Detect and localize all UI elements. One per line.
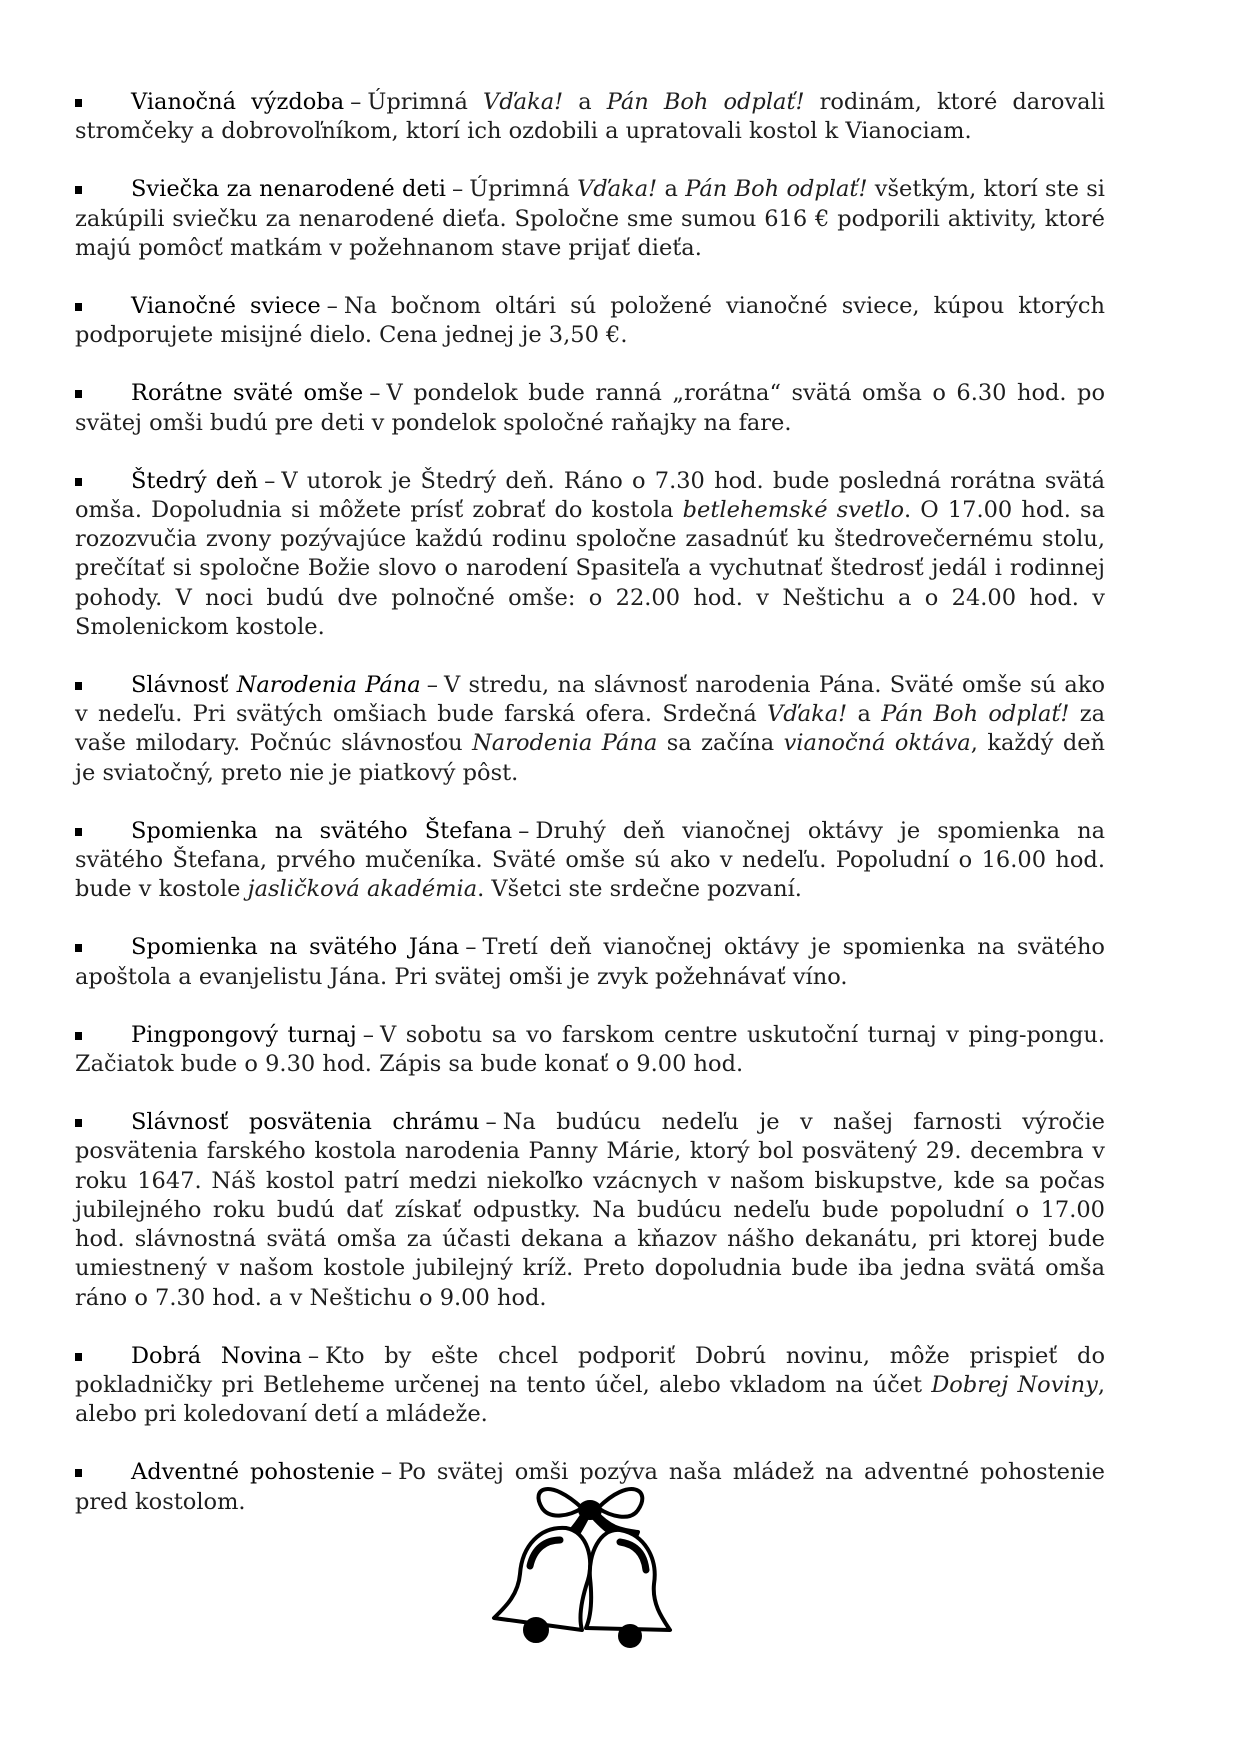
- emphasis-text: vianočná oktáva: [783, 730, 971, 757]
- body-text: V utorok je Štedrý deň. Ráno o 7.30 hod. bude posledná rorátna svätá omša. Dopoludnia si môžete prísť zobrať do kostola: [75, 467, 1105, 524]
- announcement-item: [75, 467, 1105, 642]
- body-text: Na budúcu nedeľu je v našej farnosti výročie posvätenia farského kostola narodenia Panny Márie, ktorý bol posvätený 29. decembra v roku 1647. Náš kostol patrí medzi niekoľko vzácnych v našom biskupstve, kde sa počas jubilejného roku budú dať získať odpustky. Na budúcu nedeľu bude popoludní o 17.00 hod. slávnostná svätá omša za účasti dekana a kňazov nášho dekanátu, pri ktorej bude umiestnený v našom kostole jubilejný kríž. Preto dopoludnia bude iba jedna svätá omša ráno o 7.30 hod. a v Neštichu o 9.00 hod.: [75, 1109, 1105, 1311]
- bullet-icon: [75, 1353, 82, 1361]
- emphasis-text: Pán Boh odplať!: [685, 176, 868, 203]
- body-text: Po svätej omši pozýva naša mládež na adventné pohostenie pred kostolom.: [75, 1459, 1105, 1515]
- emphasis-text: Narodenia Pána: [472, 730, 658, 757]
- announcement-title: Sviečka za nenarodené deti: [131, 176, 446, 203]
- title-separator: –: [380, 1459, 393, 1486]
- title-separator: –: [518, 817, 530, 844]
- title-separator: –: [362, 1021, 374, 1048]
- emphasis-text: Vďaka!: [483, 89, 564, 115]
- bullet-icon: [75, 682, 82, 690]
- announcement-item: [75, 175, 1105, 263]
- title-separator: –: [426, 672, 438, 699]
- announcement-item: [75, 292, 1105, 350]
- bullet-icon: [75, 478, 82, 486]
- emphasis-text: Pán Boh odplať!: [881, 701, 1070, 728]
- body-text: Úprimná: [469, 176, 578, 203]
- bullet-icon: [75, 1032, 82, 1040]
- bullet-icon: [75, 303, 82, 311]
- body-text: Kto by ešte chcel podporiť Dobrú novinu, môže prispieť do pokladničky pri Betleheme určenej na tento účel, alebo vkladom na účet: [75, 1342, 1105, 1398]
- body-text: všetkým, ktorí ste si zakúpili sviečku za nenarodené dieťa. Spoločne sme sumou 616 € podporili aktivity, ktoré majú pomôcť matkám v požehnanom stave prijať dieťa.: [75, 176, 1105, 261]
- body-text: a: [847, 701, 882, 728]
- title-separator: –: [451, 176, 464, 203]
- announcement-title: Rorátne sväté omše: [131, 380, 364, 407]
- emphasis-text: jasličková akadémia: [247, 876, 478, 903]
- title-separator: –: [485, 1109, 497, 1136]
- emphasis-text: Vďaka!: [577, 176, 658, 203]
- announcement-title: Vianočná výzdoba: [131, 89, 345, 115]
- announcement-title: Spomienka na svätého Jána: [131, 934, 460, 961]
- announcement-item: [75, 1342, 1105, 1430]
- body-text: V stredu, na slávnosť narodenia Pána. Sväté omše sú ako v nedeľu. Pri svätých omšiach bude farská ofera. Srdečná: [75, 672, 1106, 728]
- bullet-icon: [75, 186, 82, 194]
- bullet-icon: [75, 944, 82, 952]
- christmas-bells-icon: [470, 1468, 710, 1648]
- title-separator: –: [264, 467, 276, 494]
- body-text: Úprimná: [367, 89, 484, 115]
- announcement-item: [75, 1108, 1105, 1312]
- announcement-title: Dobrá Novina: [131, 1342, 302, 1369]
- body-text: a: [657, 176, 686, 203]
- announcement-list: [75, 88, 1105, 1546]
- announcement-title: Adventné pohostenie: [131, 1459, 375, 1486]
- title-separator: –: [465, 934, 477, 961]
- announcement-item: [75, 671, 1105, 788]
- announcement-item: [75, 88, 1105, 146]
- body-text: Na bočnom oltári sú položené vianočné sviece, kúpou ktorých podporujete misijné dielo. Cena jednej je 3,50 €.: [75, 293, 1105, 349]
- body-text: a: [563, 89, 607, 115]
- body-text: . O 17.00 hod. sa rozozvučia zvony pozývajúce každú rodinu spoločne zasadnúť ku štedrovečernému stolu, prečítať si spoločne Božie slovo o narodení Spasiteľa a vychutnať štedrosť jedál i rodinnej pohody. V noci budú dve polnočné omše: o 22.00 hod. v Neštichu a o 24.00 hod. v Smolenickom kostole.: [75, 497, 1106, 640]
- emphasis-text: Pán Boh odplať!: [606, 89, 805, 115]
- body-text: sa začína: [657, 730, 784, 757]
- bullet-icon: [75, 1119, 82, 1127]
- body-text: , alebo pri koledovaní detí a mládeže.: [75, 1371, 1105, 1428]
- bullet-icon: [75, 390, 82, 398]
- emphasis-text: betlehemské svetlo: [682, 497, 904, 524]
- announcement-title: Štedrý deň: [131, 467, 259, 494]
- bullet-icon: [75, 828, 82, 836]
- title-separator: –: [326, 293, 338, 320]
- body-text: V pondelok bude ranná „rorátna“ svätá omša o 6.30 hod. po svätej omši budú pre deti v pondelok spoločné raňajky na fare.: [75, 380, 1105, 436]
- announcement-title: Spomienka na svätého Štefana: [131, 817, 513, 844]
- announcement-title: Slávnosť posvätenia chrámu: [131, 1109, 480, 1136]
- bullet-icon: [75, 99, 82, 107]
- title-separator: –: [369, 380, 381, 407]
- announcement-item: [75, 817, 1105, 905]
- body-text: rodinám, ktoré darovali stromčeky a dobrovoľníkom, ktorí ich ozdobili a upratovali kostol k Vianociam.: [75, 89, 1105, 145]
- emphasis-text: Vďaka!: [767, 701, 848, 728]
- body-text: za vaše milodary. Počnúc slávnosťou: [75, 701, 1105, 757]
- body-text: V sobotu sa vo farskom centre uskutoční turnaj v ping-pongu. Začiatok bude o 9.30 hod. Zápis sa bude konať o 9.00 hod.: [75, 1021, 1105, 1078]
- announcement-title: Vianočné sviece: [131, 293, 321, 320]
- body-text: . Všetci ste srdečne pozvaní.: [477, 876, 802, 903]
- body-text: Tretí deň vianočnej oktávy je spomienka na svätého apoštola a evanjelistu Jána. Pri svätej omši je zvyk požehnávať víno.: [75, 934, 1105, 990]
- title-separator: –: [307, 1342, 320, 1369]
- announcement-title: Slávnosť: [131, 672, 237, 699]
- announcement-title-italic: Narodenia Pána: [236, 672, 421, 699]
- body-text: , každý deň je sviatočný, preto nie je piatkový pôst.: [75, 730, 1106, 786]
- title-separator: –: [350, 89, 362, 115]
- announcement-title: Pingpongový turnaj: [131, 1021, 357, 1048]
- announcement-item: [75, 379, 1105, 437]
- announcement-item: [75, 933, 1105, 991]
- emphasis-text: Dobrej Noviny: [931, 1371, 1098, 1398]
- bullet-icon: [75, 1469, 82, 1477]
- announcement-item: [75, 1021, 1105, 1079]
- body-text: Druhý deň vianočnej oktávy je spomienka na svätého Štefana, prvého mučeníka. Sväté omše sú ako v nedeľu. Popoludní o 16.00 hod. bude v kostole: [75, 817, 1105, 903]
